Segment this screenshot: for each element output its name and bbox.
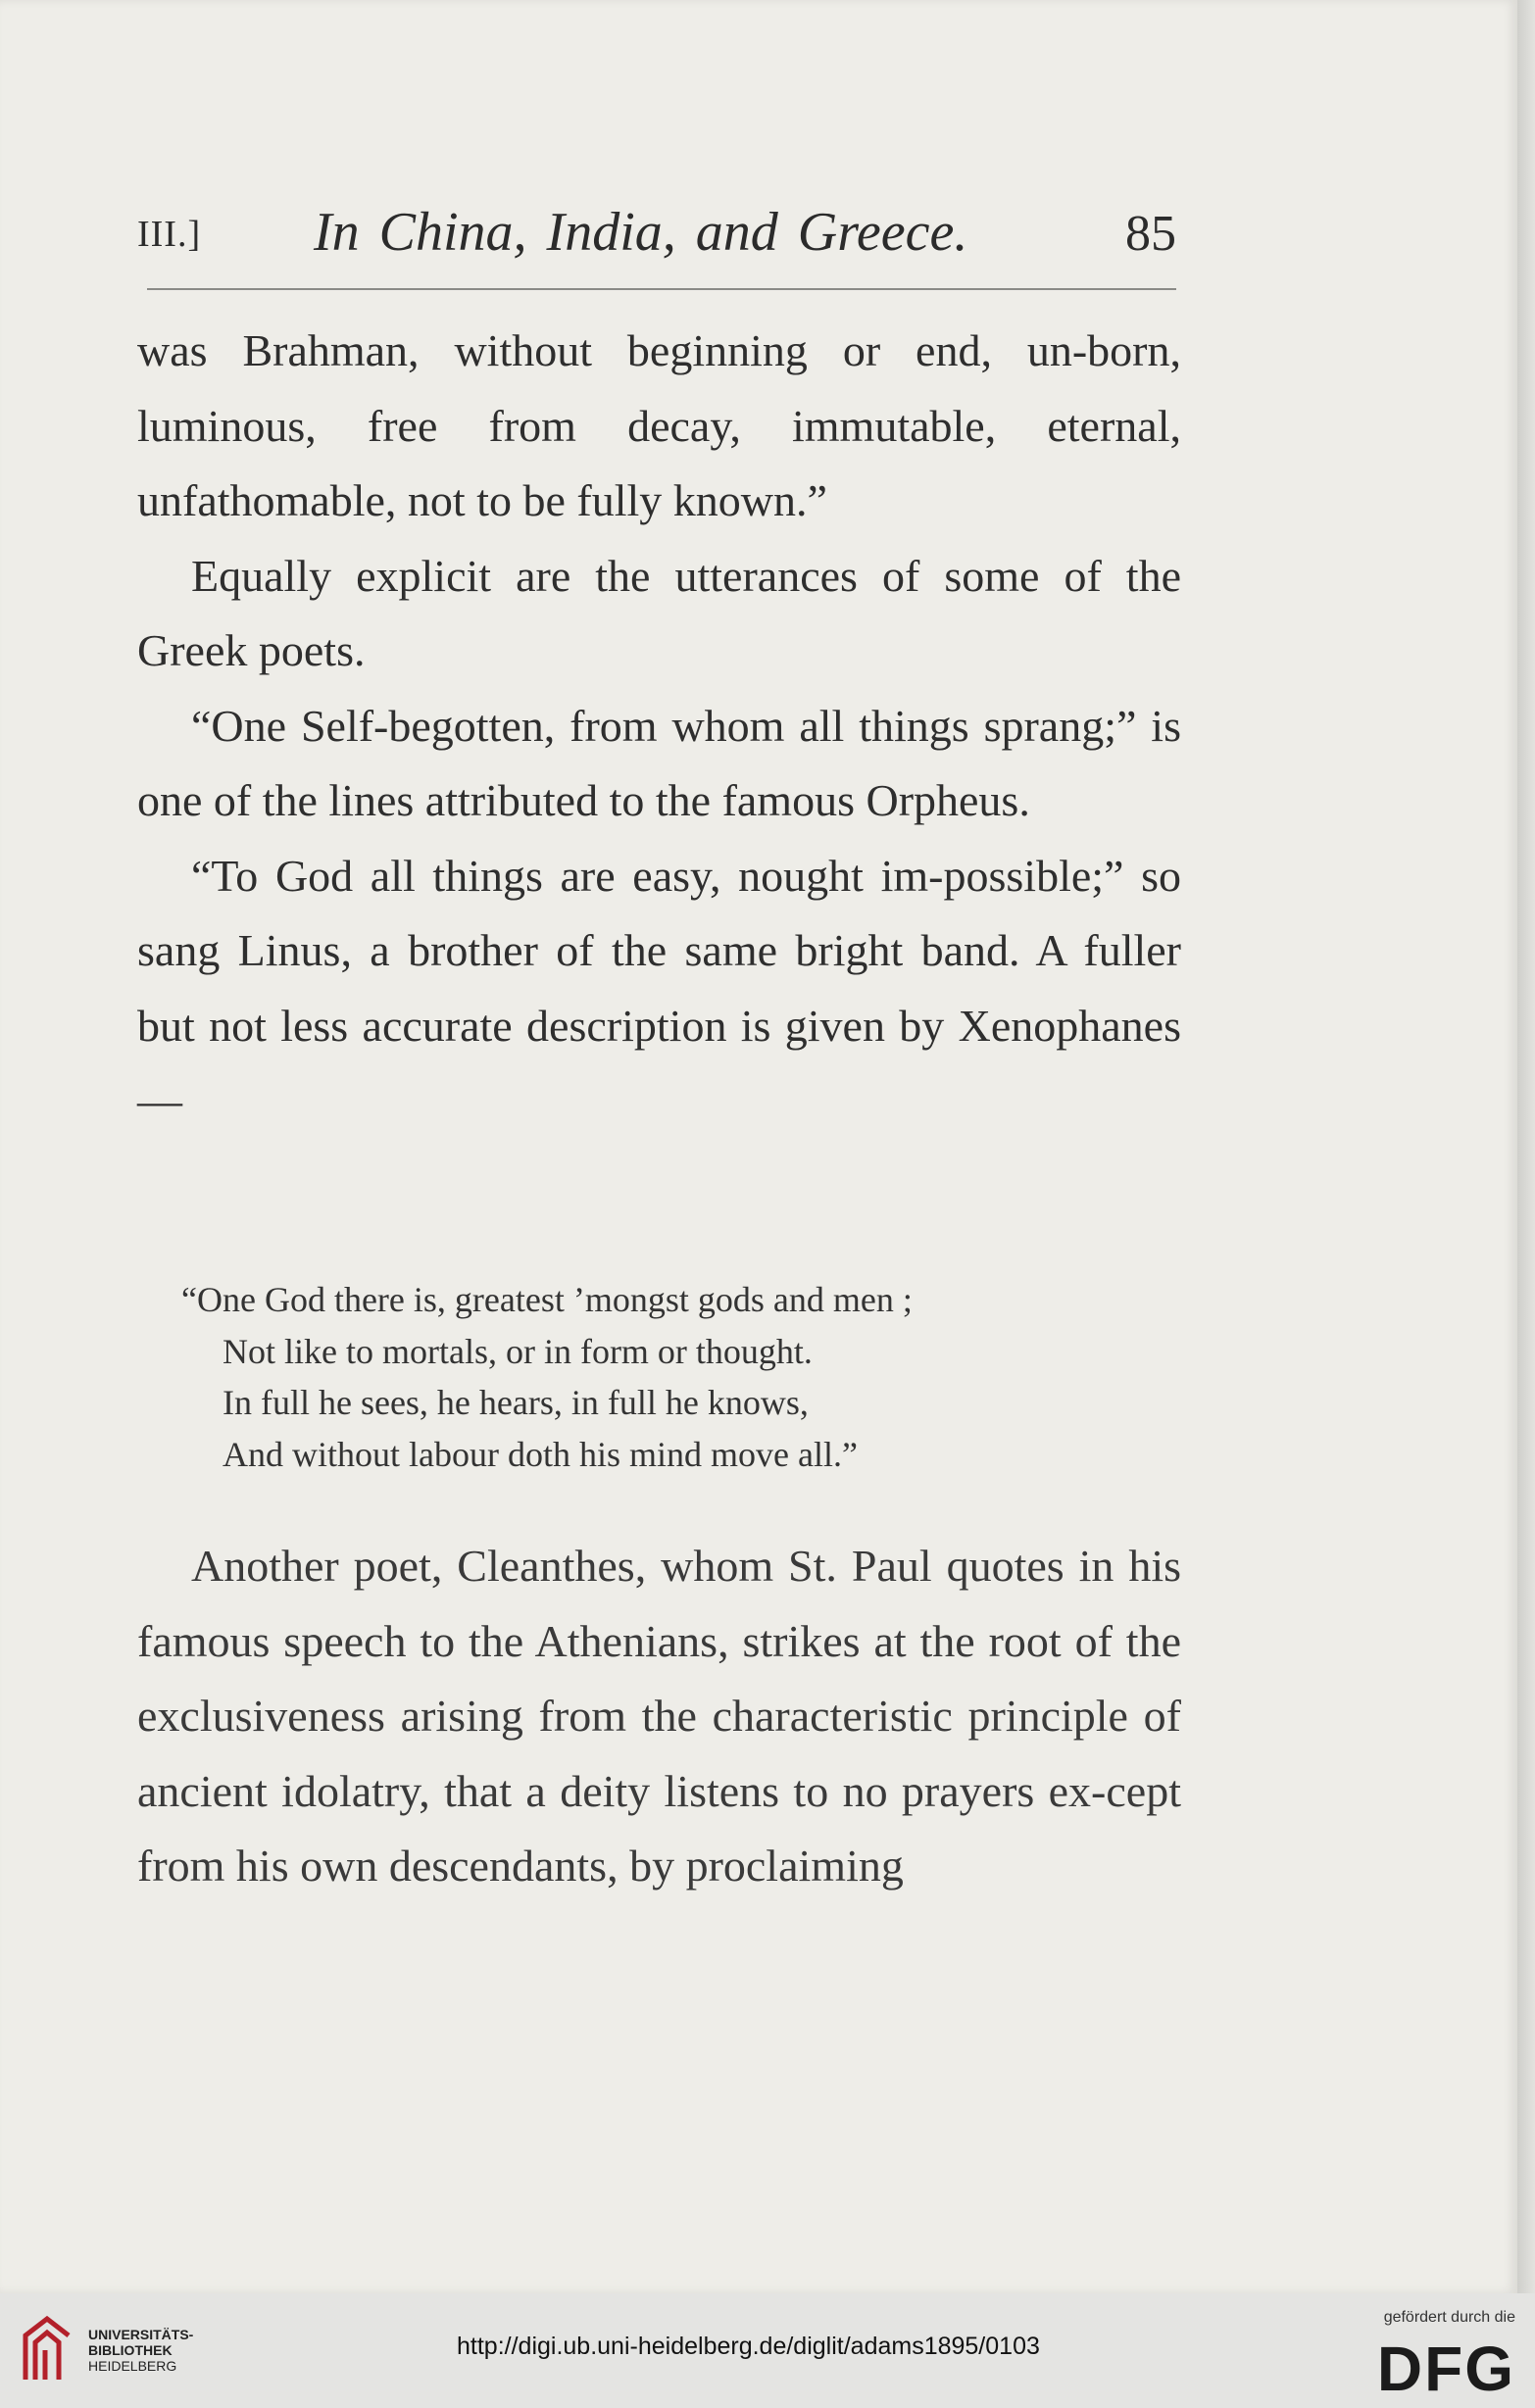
paragraph: Equally explicit are the utterances of some of the Greek poets. <box>137 550 1181 675</box>
page-edge <box>1517 0 1535 2293</box>
running-title: In China, India, and Greece. <box>314 202 968 263</box>
verse-quote <box>181 1274 1162 1480</box>
paragraph: was Brahman, without beginning or end, un-born, luminous, free from decay, immutable, eternal, unfathomable, not to be fully known.” <box>137 325 1181 525</box>
footer-bar <box>0 2293 1535 2408</box>
paragraph: “To God all things are easy, nought im-possible;” so sang Linus, a brother of the same bright band. A fuller but not less accurate description is given by Xenophanes— <box>137 850 1181 1125</box>
verse-line: In full he sees, he hears, in full he knows, <box>223 1383 809 1422</box>
page-number: 85 <box>1125 206 1176 262</box>
verse-line: And without labour doth his mind move all.” <box>223 1434 858 1474</box>
permalink[interactable]: http://digi.ub.uni-heidelberg.de/diglit/adams1895/0103 <box>457 2333 1040 2360</box>
body-text <box>137 314 1181 1139</box>
verse-line: Not like to mortals, or in form or thought. <box>223 1331 813 1371</box>
verse-line: “One God there is, greatest ’mongst gods and men ; <box>181 1280 913 1319</box>
header-rule <box>147 288 1176 290</box>
dfg-logo: DFG <box>1376 2334 1515 2404</box>
running-header <box>137 201 1176 270</box>
chapter-marker: III.] <box>137 214 202 255</box>
library-logo-icon <box>18 2311 76 2389</box>
body-text-continued <box>137 1529 1181 1904</box>
funding-label: gefördert durch die <box>1383 2309 1515 2326</box>
paragraph: Another poet, Cleanthes, whom St. Paul quotes in his famous speech to the Athenians, strikes at the root of the exclusiveness arising from the characteristic principle of ancient idolatry, that a deity listens to no prayers ex-cept from his own descendants, by proclaiming <box>137 1541 1181 1891</box>
library-name: UNIVERSITÄTS- BIBLIOTHEK HEIDELBERG <box>88 2327 194 2374</box>
paragraph: “One Self-begotten, from whom all things sprang;” is one of the lines attributed to the famous Orpheus. <box>137 700 1181 825</box>
